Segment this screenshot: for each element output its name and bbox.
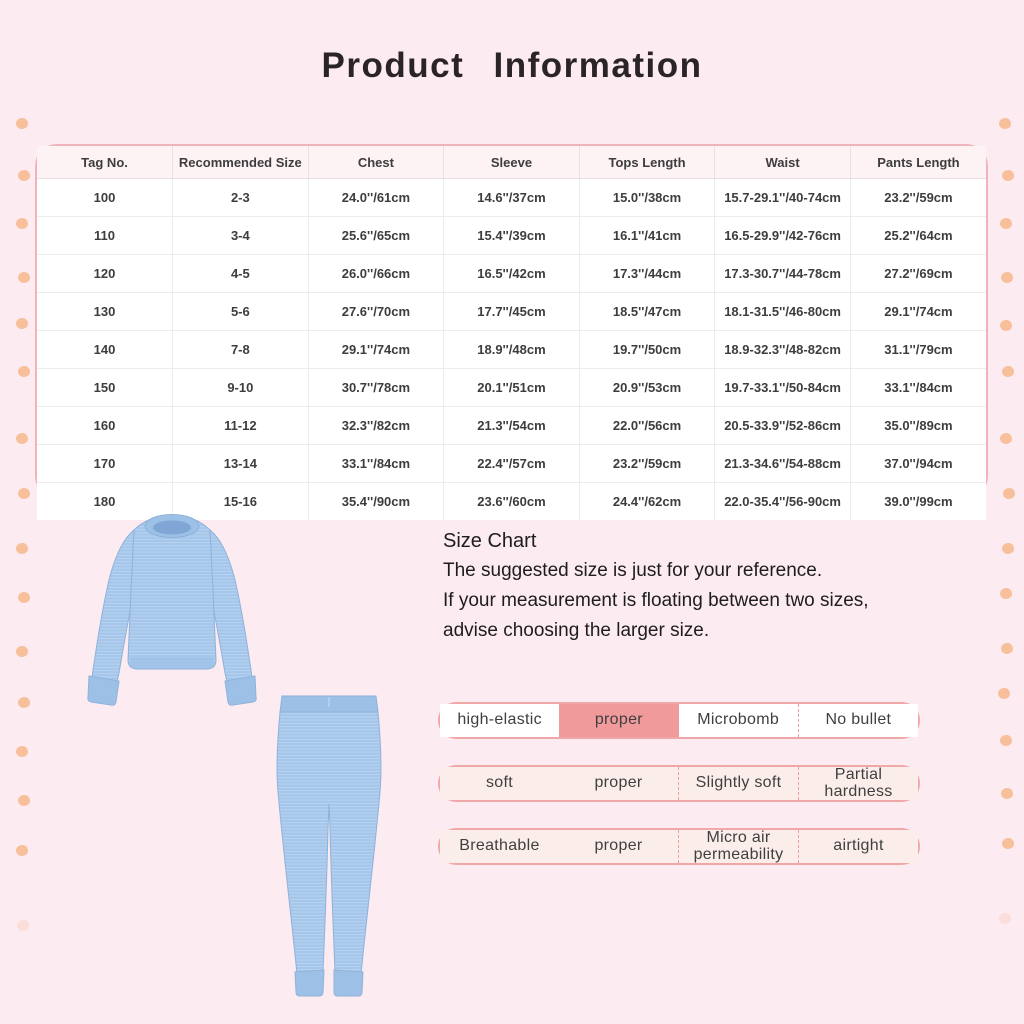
table-cell: 18.1-31.5''/46-80cm (715, 293, 851, 331)
polka-dot (18, 170, 30, 181)
table-cell: 18.5''/47cm (579, 293, 715, 331)
table-cell: 140 (37, 331, 173, 369)
table-cell: 18.9-32.3''/48-82cm (715, 331, 851, 369)
thermal-pants-image (277, 696, 381, 996)
table-cell: 16.5-29.9''/42-76cm (715, 217, 851, 255)
scale-option: Micro air permeability (678, 830, 798, 863)
table-cell: 130 (37, 293, 173, 331)
table-cell: 33.1''/84cm (850, 369, 986, 407)
scale-option: No bullet (798, 704, 918, 737)
table-cell: 23.2''/59cm (850, 179, 986, 217)
table-row (37, 369, 986, 407)
table-row (37, 217, 986, 255)
table-cell: 19.7''/50cm (579, 331, 715, 369)
polka-dot (16, 746, 28, 757)
table-cell: 19.7-33.1''/50-84cm (715, 369, 851, 407)
thermal-top-image (88, 515, 256, 706)
size-chart-note-line: If your measurement is floating between two sizes, (443, 590, 869, 611)
scale-option-selected: proper (559, 704, 678, 737)
polka-dot (1000, 218, 1012, 229)
size-chart-note (443, 526, 869, 646)
polka-dot (1000, 735, 1012, 746)
table-cell: 32.3''/82cm (308, 407, 444, 445)
table-cell: 20.5-33.9''/52-86cm (715, 407, 851, 445)
table-cell: 15.7-29.1''/40-74cm (715, 179, 851, 217)
polka-dot (16, 318, 28, 329)
scale-option: proper (559, 830, 678, 863)
polka-dot (999, 913, 1011, 924)
polka-dot (16, 433, 28, 444)
table-cell: 29.1''/74cm (850, 293, 986, 331)
table-cell: 39.0''/99cm (850, 483, 986, 521)
table-cell: 24.4''/62cm (579, 483, 715, 521)
table-cell: 22.0-35.4''/56-90cm (715, 483, 851, 521)
table-row (37, 179, 986, 217)
polka-dot (1001, 272, 1013, 283)
scale-option: Slightly soft (678, 767, 798, 800)
table-cell: 120 (37, 255, 173, 293)
polka-dot (998, 688, 1010, 699)
table-cell: 20.1''/51cm (444, 369, 580, 407)
product-photo-thermal-set (70, 508, 400, 1018)
polka-dot (16, 646, 28, 657)
polka-dot (18, 488, 30, 499)
table-cell: 23.6''/60cm (444, 483, 580, 521)
table-cell: 7-8 (173, 331, 309, 369)
polka-dot (18, 272, 30, 283)
table-cell: 26.0''/66cm (308, 255, 444, 293)
attribute-scales (438, 702, 920, 891)
polka-dot (1002, 170, 1014, 181)
table-cell: 33.1''/84cm (308, 445, 444, 483)
thermal-set-illustration (70, 508, 400, 1018)
polka-dot (1000, 588, 1012, 599)
table-cell: 21.3-34.6''/54-88cm (715, 445, 851, 483)
scale-option: Partial hardness (798, 767, 918, 800)
size-chart-note-line: The suggested size is just for your reference. (443, 560, 823, 581)
table-row (37, 255, 986, 293)
table-cell: 17.3''/44cm (579, 255, 715, 293)
scale-option: high-elastic (440, 704, 559, 737)
table-cell: 15-16 (173, 483, 309, 521)
size-chart-heading: Size Chart (443, 530, 537, 552)
attribute-scale-bar (438, 765, 920, 802)
table-row (37, 445, 986, 483)
table-row (37, 407, 986, 445)
polka-dot (18, 366, 30, 377)
polka-dot (16, 218, 28, 229)
polka-dot (1001, 643, 1013, 654)
table-row (37, 331, 986, 369)
table-cell: 2-3 (173, 179, 309, 217)
table-cell: 100 (37, 179, 173, 217)
table-cell: 160 (37, 407, 173, 445)
polka-dot (1001, 788, 1013, 799)
table-cell: 27.2''/69cm (850, 255, 986, 293)
table-cell: 21.3''/54cm (444, 407, 580, 445)
size-table-header (37, 146, 986, 179)
table-cell: 11-12 (173, 407, 309, 445)
size-table (35, 144, 988, 509)
column-header: Recommended Size (173, 146, 309, 179)
table-cell: 180 (37, 483, 173, 521)
table-cell: 13-14 (173, 445, 309, 483)
table-cell: 23.2''/59cm (579, 445, 715, 483)
table-cell: 31.1''/79cm (850, 331, 986, 369)
table-cell: 18.9''/48cm (444, 331, 580, 369)
table-cell: 17.7''/45cm (444, 293, 580, 331)
polka-dot (16, 543, 28, 554)
table-cell: 14.6''/37cm (444, 179, 580, 217)
scale-option-selected: soft (440, 767, 559, 800)
polka-dot (1003, 488, 1015, 499)
column-header: Tag No. (37, 146, 173, 179)
table-cell: 150 (37, 369, 173, 407)
scale-option-selected: Breathable (440, 830, 559, 863)
column-header: Chest (308, 146, 444, 179)
polka-dot (18, 697, 30, 708)
column-header: Tops Length (579, 146, 715, 179)
attribute-scale-bar (438, 702, 920, 739)
column-header: Waist (715, 146, 851, 179)
polka-dot (16, 845, 28, 856)
polka-dot (18, 592, 30, 603)
table-cell: 5-6 (173, 293, 309, 331)
polka-dot (1002, 366, 1014, 377)
polka-dot (1000, 320, 1012, 331)
scale-option: Microbomb (679, 704, 798, 737)
polka-dot (17, 920, 29, 931)
scale-option: proper (559, 767, 678, 800)
table-cell: 22.4''/57cm (444, 445, 580, 483)
table-cell: 35.4''/90cm (308, 483, 444, 521)
table-cell: 25.6''/65cm (308, 217, 444, 255)
polka-dot (1002, 543, 1014, 554)
size-chart-note-line: advise choosing the larger size. (443, 620, 710, 641)
table-cell: 22.0''/56cm (579, 407, 715, 445)
table-cell: 15.4''/39cm (444, 217, 580, 255)
table-cell: 37.0''/94cm (850, 445, 986, 483)
table-cell: 4-5 (173, 255, 309, 293)
column-header: Sleeve (444, 146, 580, 179)
column-header: Pants Length (850, 146, 986, 179)
table-cell: 16.1''/41cm (579, 217, 715, 255)
table-cell: 15.0''/38cm (579, 179, 715, 217)
table-cell: 170 (37, 445, 173, 483)
table-cell: 17.3-30.7''/44-78cm (715, 255, 851, 293)
polka-dot (18, 795, 30, 806)
polka-dot (1000, 433, 1012, 444)
polka-dot (1002, 838, 1014, 849)
polka-dot (16, 118, 28, 129)
polka-dot (999, 118, 1011, 129)
page-title: Product Information (321, 46, 703, 85)
table-cell: 9-10 (173, 369, 309, 407)
table-cell: 29.1''/74cm (308, 331, 444, 369)
table-cell: 20.9''/53cm (579, 369, 715, 407)
table-cell: 110 (37, 217, 173, 255)
table-row (37, 293, 986, 331)
table-cell: 24.0''/61cm (308, 179, 444, 217)
table-cell: 3-4 (173, 217, 309, 255)
table-cell: 35.0''/89cm (850, 407, 986, 445)
table-cell: 27.6''/70cm (308, 293, 444, 331)
table-cell: 25.2''/64cm (850, 217, 986, 255)
scale-option: airtight (798, 830, 918, 863)
table-cell: 16.5''/42cm (444, 255, 580, 293)
table-cell: 30.7''/78cm (308, 369, 444, 407)
attribute-scale-bar (438, 828, 920, 865)
